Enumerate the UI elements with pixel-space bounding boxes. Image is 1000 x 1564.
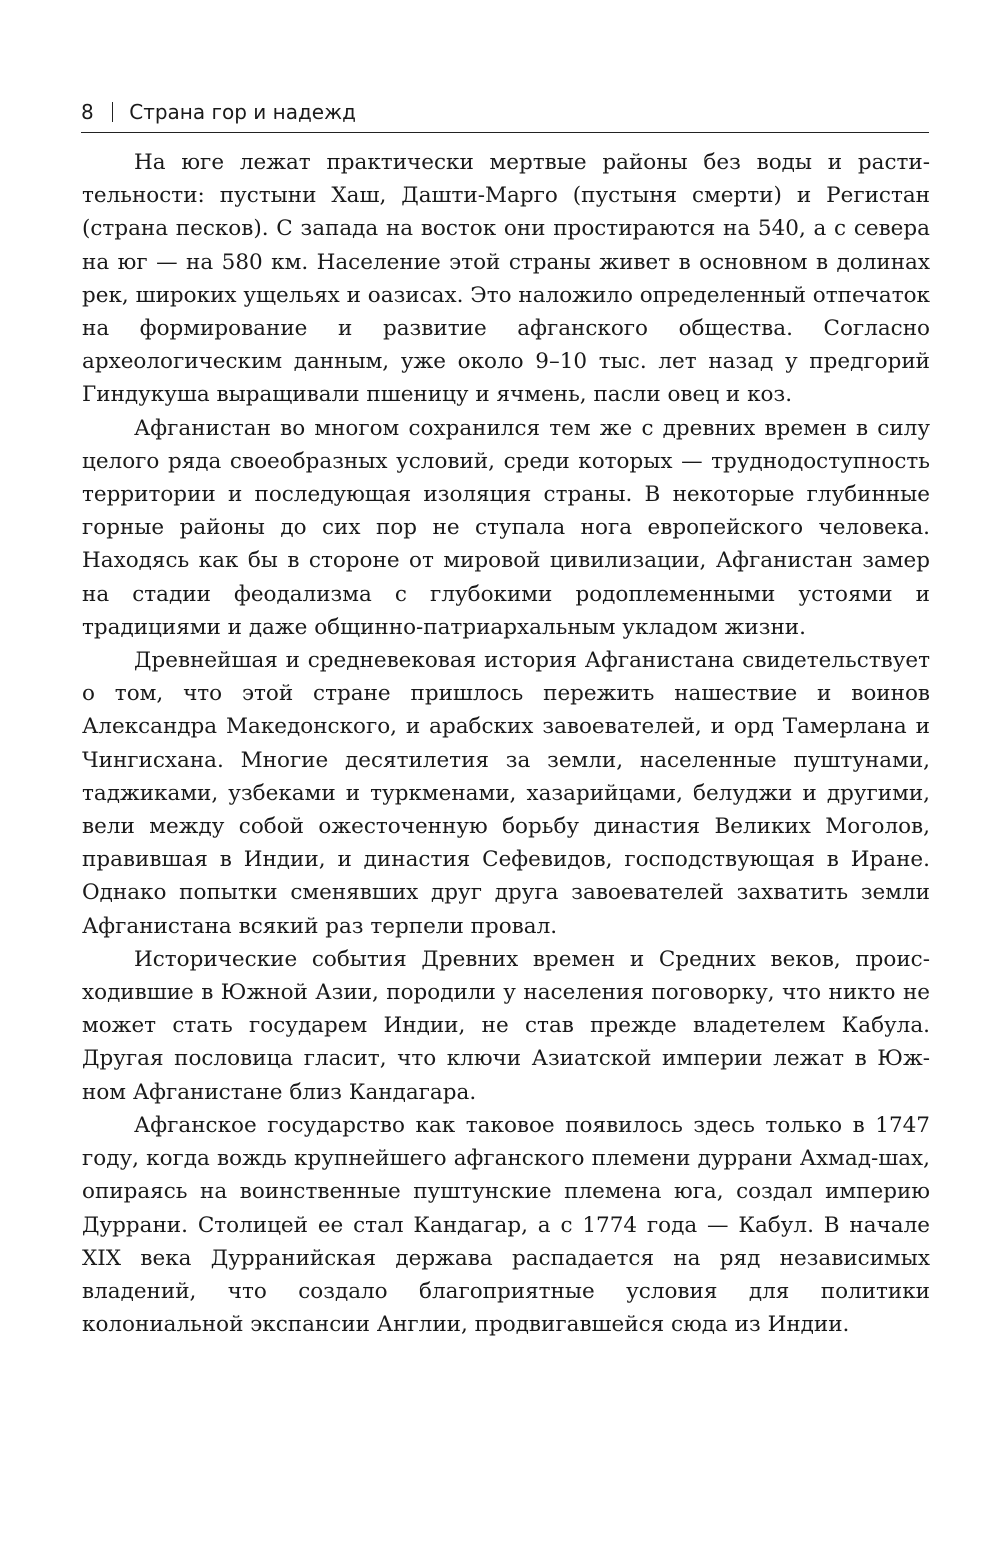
body-text [82, 146, 930, 1341]
page-number: 8 [81, 100, 94, 124]
running-head [81, 96, 929, 133]
paragraph: Исторические события Древних времен и Средних веков, происходившие в Южной Азии, породили у населения поговорку, что никто не может стать государем Индии, не став прежде владетелем Кабула. Другая пословица гласит, что ключи Азиатской империи лежат в Южном Афганистане близ Кандагара. [82, 946, 930, 1105]
book-title: Страна гор и надежд [129, 100, 356, 124]
paragraph: Древнейшая и средневековая история Афганистана свидетельствует о том, что этой стране пришлось пережить нашествие и воинов Александра Македонского, и арабских завоевателей, и орд Тамерлана и Чингисхана. Многие десятилетия за земли, населенные пуштунами, таджиками, узбеками и туркменами, хазарийцами, белуджи и другими, вели между собой ожесточенную борьбу династия Великих Моголов, правившая в Индии, и династия Сефевидов, господствующая в Иране. Однако попытки сменявших друг друга завоевателей захватить земли Афганистана всякий раз терпели провал. [82, 648, 930, 939]
paragraph: Афганское государство как таковое появилось здесь только в 1747 году, когда вождь крупнейшего афганского племени дуррани Ахмад-шах, опираясь на воинственные пуштунские племена юга, создал империю Дуррани. Столицей ее стал Кандагар, а с 1774 года — Кабул. В начале XIX века Дурранийская держава распадается на ряд независимых владений, что создало благоприятные условия для политики колониальной экспансии Англии, продвигавшейся сюда из Индии. [82, 1112, 930, 1338]
paragraph: Афганистан во многом сохранился тем же с древних времен в силу целого ряда своеобразных условий, среди которых — труднодоступность территории и последующая изоляция страны. В некоторые глубинные горные районы до сих пор не ступала нога европейского человека. Находясь как бы в стороне от мировой цивилизации, Афганистан замер на стадии феодализма с глубокими родоплеменными устоями и традициями и даже общинно-патриархальным укладом жизни. [82, 415, 930, 640]
header-separator [112, 102, 114, 122]
paragraph: На юге лежат практически мертвые районы без воды и растительности: пустыни Хаш, Дашти-Марго (пустыня смерти) и Регистан (страна песков). С запада на восток они простираются на 540, а с севера на юг — на 580 км. Население этой страны живет в основном в долинах рек, широких ущельях и оазисах. Это наложило определенный отпечаток на формирование и развитие афганского общества. Согласно археологическим данным, уже около 9–10 тыс. лет назад у предгорий Гиндукуша выращивали пшеницу и ячмень, пасли овец и коз. [82, 150, 930, 408]
